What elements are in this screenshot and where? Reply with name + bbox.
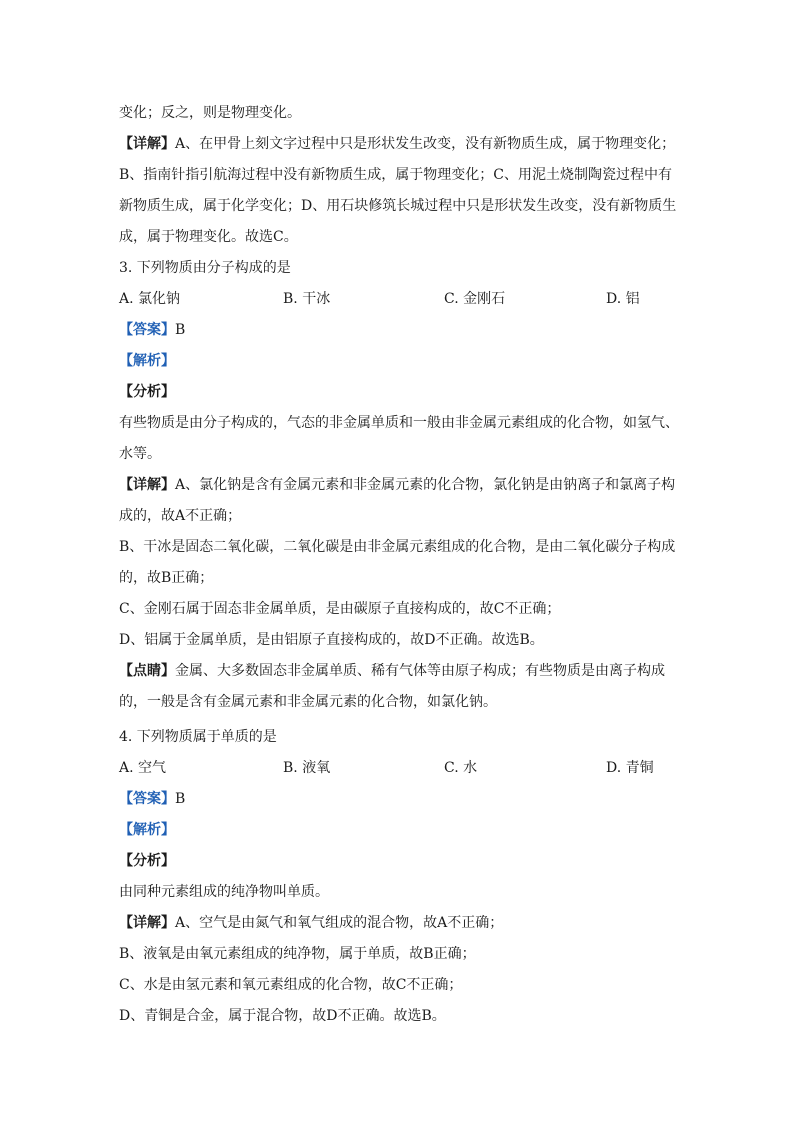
text-line: C、金刚石属于固态非金属单质，是由碳原子直接构成的，故C不正确； (119, 601, 561, 617)
fenxi-tag: 【分析】 (119, 384, 175, 400)
tip-tag: 【点睛】 (119, 663, 175, 679)
answer-tag: 【答案】 (119, 322, 175, 338)
jiexi-tag: 【解析】 (119, 822, 175, 838)
tip-line (119, 661, 679, 681)
question-4-stem: 4. 下列物质属于单质的是 (119, 729, 277, 745)
fenxi-heading (119, 851, 679, 871)
analysis-heading (119, 351, 679, 371)
answer-value: B (175, 322, 186, 338)
answer-line (119, 789, 679, 809)
text-line: D、铝属于金属单质，是由铝原子直接构成的，故D不正确。故选B。 (119, 632, 544, 648)
explanation-line (119, 913, 679, 933)
fenxi-heading (119, 382, 679, 402)
text-line: 新物质生成，属于化学变化；D、用石块修筑长城过程中只是形状发生改变，没有新物质生 (119, 198, 677, 214)
jiexi-tag: 【解析】 (119, 353, 175, 369)
explanation-text: A、氯化钠是含有金属元素和非金属元素的化合物，氯化钠是由钠离子和氯离子构 (175, 477, 676, 493)
option-c: C. 金刚石 (444, 291, 506, 307)
text-line: 的，故B正确； (119, 570, 214, 586)
answer-tag: 【答案】 (119, 791, 175, 807)
explanation-text: A、空气是由氮气和氧气组成的混合物，故A不正确； (175, 915, 504, 931)
option-d: D. 铝 (606, 291, 640, 307)
explanation-line (119, 134, 679, 154)
text-line: 由同种元素组成的纯净物叫单质。 (119, 884, 329, 900)
text-line: D、青铜是合金，属于混合物，故D不正确。故选B。 (119, 1008, 446, 1024)
text-line: B、干冰是固态二氧化碳，二氧化碳是由非金属元素组成的化合物，是由二氧化碳分子构成 (119, 539, 676, 555)
detail-tag: 【详解】 (119, 136, 175, 152)
fenxi-tag: 【分析】 (119, 853, 175, 869)
text-line: 有些物质是由分子构成的，气态的非金属单质和一般由非金属元素组成的化合物，如氢气、 (119, 415, 679, 431)
explanation-line (119, 475, 679, 495)
answer-line (119, 320, 679, 340)
option-a: A. 空气 (119, 760, 167, 776)
text-line: 成的，故A不正确； (119, 508, 242, 524)
detail-tag: 【详解】 (119, 915, 175, 931)
analysis-heading (119, 820, 679, 840)
question-3-stem: 3. 下列物质由分子构成的是 (119, 260, 291, 276)
option-b: B. 干冰 (283, 291, 331, 307)
explanation-text: A、在甲骨上刻文字过程中只是形状发生改变，没有新物质生成，属于物理变化； (175, 136, 676, 152)
option-b: B. 液氧 (283, 760, 331, 776)
text-line: B、液氧是由氧元素组成的纯净物，属于单质，故B正确； (119, 946, 476, 962)
text-line: C、水是由氢元素和氧元素组成的化合物，故C不正确； (119, 977, 463, 993)
detail-tag: 【详解】 (119, 477, 175, 493)
text-line: 的，一般是含有金属元素和非金属元素的化合物，如氯化钠。 (119, 694, 497, 710)
option-a: A. 氯化钠 (119, 291, 181, 307)
text-line: 水等。 (119, 446, 161, 462)
option-d: D. 青铜 (606, 760, 654, 776)
option-c: C. 水 (444, 760, 478, 776)
text-line: 成，属于物理变化。故选C。 (119, 229, 298, 245)
tip-text: 金属、大多数固态非金属单质、稀有气体等由原子构成；有些物质是由离子构成 (175, 663, 665, 679)
text-line: 变化；反之，则是物理变化。 (119, 105, 301, 121)
answer-value: B (175, 791, 186, 807)
text-line: B、指南针指引航海过程中没有新物质生成，属于物理变化；C、用泥土烧制陶瓷过程中有 (119, 167, 672, 183)
